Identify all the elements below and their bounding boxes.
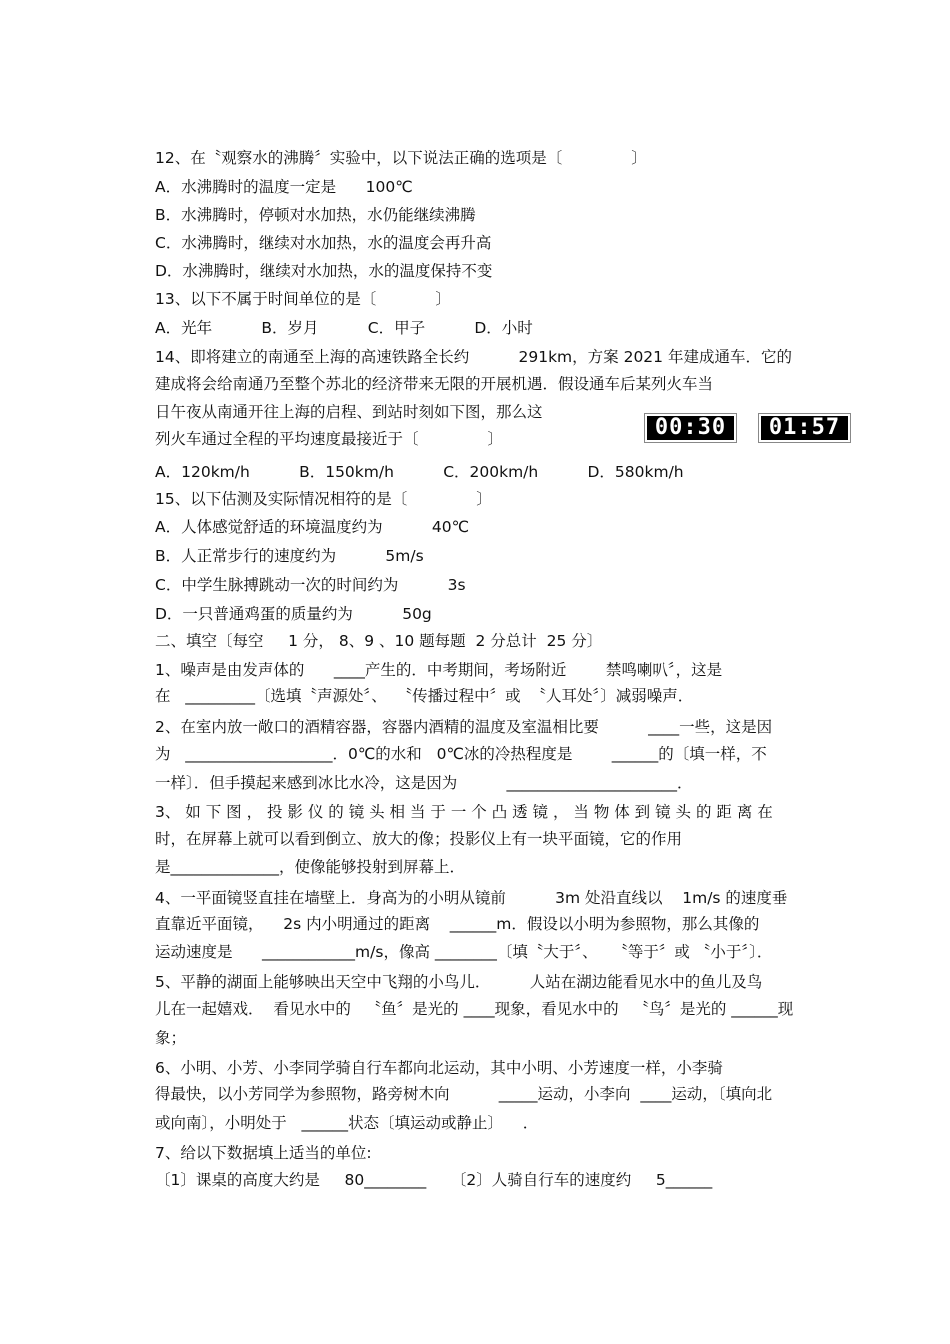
fill-7-items: 〔1〕课桌的高度大约是 80________ 〔2〕人骑自行车的速度约 5______: [155, 1171, 713, 1189]
q12-option-d: D．水沸腾时，继续对水加热，水的温度保持不变: [155, 262, 493, 280]
fill-7-stem: 7、给以下数据填上适当的单位:: [155, 1144, 372, 1162]
q12-option-c: C．水沸腾时，继续对水加热，水的温度会再升高: [155, 234, 492, 252]
q15-option-d: D．一只普通鸡蛋的质量约为 50g: [155, 605, 432, 623]
fill-4-line-2: 直靠近平面镜， 2s 内小明通过的距离 ______m．假设以小明为参照物，那么其像的: [155, 915, 760, 933]
q15-option-a: A．人体感觉舒适的环境温度约为 40℃: [155, 518, 470, 536]
departure-clock: [644, 413, 737, 443]
arrival-time: 01:57: [761, 416, 848, 440]
q14-stem-3: 日午夜从南通开往上海的启程、到站时刻如下图，那么这: [155, 403, 543, 421]
departure-time: 00:30: [647, 416, 734, 440]
q12-option-b: B．水沸腾时，停顿对水加热，水仍能继续沸腾: [155, 206, 476, 224]
fill-4-line-3: 运动速度是 ____________m/s，像高 ________〔填〝大于〞、 〝等于〞或 〝小于〞〕．: [155, 943, 773, 961]
fill-2-line-2: 为 ___________________．0℃的水和 0℃冰的冷热程度是 ______的〔填一样，不: [155, 745, 767, 763]
q12-option-a: A．水沸腾时的温度一定是 100℃: [155, 178, 413, 196]
fill-6-line-2: 得最快，以小芳同学为参照物，路旁树木向 _____运动，小李向 ____运动，〔填向北: [155, 1085, 773, 1103]
fill-4-line-1: 4、一平面镜竖直挂在墙壁上．身高为的小明从镜前 3m 处沿直线以 1m/s 的速度垂: [155, 889, 788, 907]
fill-2-line-1: 2、在室内放一敞口的酒精容器，容器内酒精的温度及室温相比要 ____一些，这是因: [155, 718, 773, 736]
fill-2-line-3: 一样〕．但手摸起来感到冰比水冷，这是因为 ______________________．: [155, 774, 693, 792]
fill-3-line-3: 是______________，使像能够投射到屏幕上．: [155, 858, 466, 876]
q12-stem: 12、在〝观察水的沸腾〞实验中，以下说法正确的选项是〔 〕: [155, 149, 647, 167]
fill-6-line-3: 或向南〕，小明处于 ______状态〔填运动或静止〕 ．: [155, 1114, 539, 1132]
fill-6-line-1: 6、小明、小芳、小李同学骑自行车都向北运动，其中小明、小芳速度一样，小李骑: [155, 1059, 723, 1077]
fill-1-line-1: 1、噪声是由发声体的 ____产生的．中考期间，考场附近 禁鸣喇叭〞，这是: [155, 661, 723, 679]
fill-5-line-2: 儿在一起嬉戏． 看见水中的 〝鱼〞是光的 ____现象，看见水中的 〝鸟〞是光的 ______现: [155, 1000, 794, 1018]
fill-1-line-2: 在 _________〔选填〝声源处〞、 〝传播过程中〞或 〝人耳处〞〕减弱噪声．: [155, 687, 694, 705]
fill-3-line-2: 时，在屏幕上就可以看到倒立、放大的像；投影仪上有一块平面镜，它的作用: [155, 830, 683, 848]
fill-5-line-1: 5、平静的湖面上能够映出天空中飞翔的小鸟儿． 人站在湖边能看见水中的鱼儿及鸟: [155, 973, 763, 991]
q13-stem: 13、以下不属于时间单位的是〔 〕: [155, 290, 451, 308]
fill-3-line-1: 3、 如 下 图 ， 投 影 仪 的 镜 头 相 当 于 一 个 凸 透 镜 ， 当 物 体 到 镜 头 的 距 离 在: [155, 803, 773, 821]
q14-stem-2: 建成将会给南通乃至整个苏北的经济带来无限的开展机遇．假设通车后某列火车当: [155, 375, 714, 393]
q14-stem-4: 列火车通过全程的平均速度最接近于〔 〕: [155, 430, 503, 448]
q15-option-c: C．中学生脉搏跳动一次的时间约为 3s: [155, 576, 466, 594]
q14-stem-1: 14、即将建立的南通至上海的高速铁路全长约 291km，方案 2021 年建成通车．它的: [155, 348, 792, 366]
q14-options: A．120km/h B．150km/h C．200km/h D．580km/h: [155, 463, 684, 481]
q13-options: A．光年 B．岁月 C．甲子 D．小时: [155, 319, 533, 337]
q15-stem: 15、以下估测及实际情况相符的是〔 〕: [155, 490, 492, 508]
section-2-heading: 二、填空〔每空 1 分， 8、9 、10 题每题 2 分总计 25 分〕: [155, 632, 603, 650]
fill-5-line-3: 象；: [155, 1029, 187, 1047]
arrival-clock: [758, 413, 851, 443]
q15-option-b: B．人正常步行的速度约为 5m/s: [155, 547, 424, 565]
